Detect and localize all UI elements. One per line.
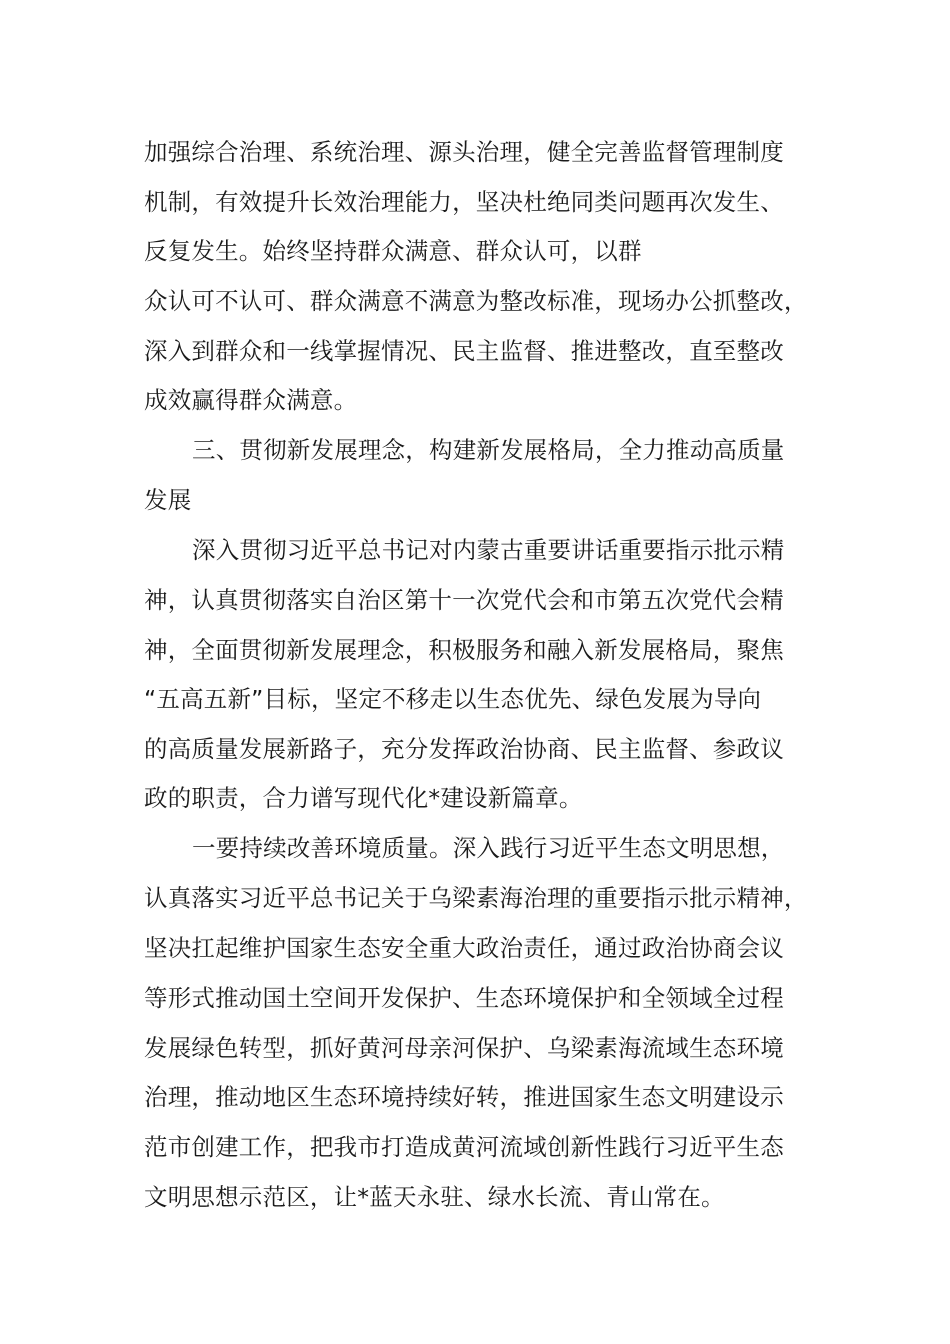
paragraph-line: 等形式推动国土空间开发保护、生态环境保护和全领域全过程: [144, 984, 784, 1012]
paragraph-line: 坚决扛起维护国家生态安全重大政治责任，通过政治协商会议: [144, 934, 784, 962]
paragraph-line: 反复发生。始终坚持群众满意、群众认可，以群: [144, 237, 642, 265]
paragraph-line: 文明思想示范区，让*蓝天永驻、绿水长流、青山常在。: [144, 1183, 725, 1211]
paragraph-line: “五高五新”目标，坚定不移走以生态优先、绿色发展为导向: [144, 685, 762, 713]
paragraph-line: 成效赢得群众满意。: [144, 386, 358, 414]
paragraph-line: 一要持续改善环境质量。深入践行习近平生态文明思想，: [192, 834, 785, 862]
paragraph-line: 深入到群众和一线掌握情况、民主监督、推进整改，直至整改: [144, 337, 784, 365]
paragraph-line: 众认可不认可、群众满意不满意为整改标准，现场办公抓整改，: [144, 287, 808, 315]
paragraph-line: 神，认真贯彻落实自治区第十一次党代会和市第五次党代会精: [144, 586, 784, 614]
paragraph-line: 治理，推动地区生态环境持续好转，推进国家生态文明建设示: [144, 1083, 784, 1111]
paragraph-line: 机制，有效提升长效治理能力，坚决杜绝同类问题再次发生、: [144, 188, 784, 216]
paragraph-line: 发展绿色转型，抓好黄河母亲河保护、乌梁素海流域生态环境: [144, 1034, 784, 1062]
paragraph-line: 的高质量发展新路子，充分发挥政治协商、民主监督、参政议: [144, 735, 784, 763]
paragraph-line: 神，全面贯彻新发展理念，积极服务和融入新发展格局，聚焦: [144, 636, 784, 664]
section-heading-line: 发展: [144, 486, 192, 514]
paragraph-line: 深入贯彻习近平总书记对内蒙古重要讲话重要指示批示精: [192, 536, 785, 564]
paragraph-line: 政的职责，合力谱写现代化*建设新篇章。: [144, 784, 583, 812]
paragraph-line: 认真落实习近平总书记关于乌梁素海治理的重要指示批示精神，: [144, 884, 808, 912]
section-heading-line: 三、贯彻新发展理念，构建新发展格局，全力推动高质量: [192, 436, 785, 464]
paragraph-line: 范市创建工作，把我市打造成黄河流域创新性践行习近平生态: [144, 1133, 784, 1161]
paragraph-line: 加强综合治理、系统治理、源头治理，健全完善监督管理制度: [144, 138, 784, 166]
